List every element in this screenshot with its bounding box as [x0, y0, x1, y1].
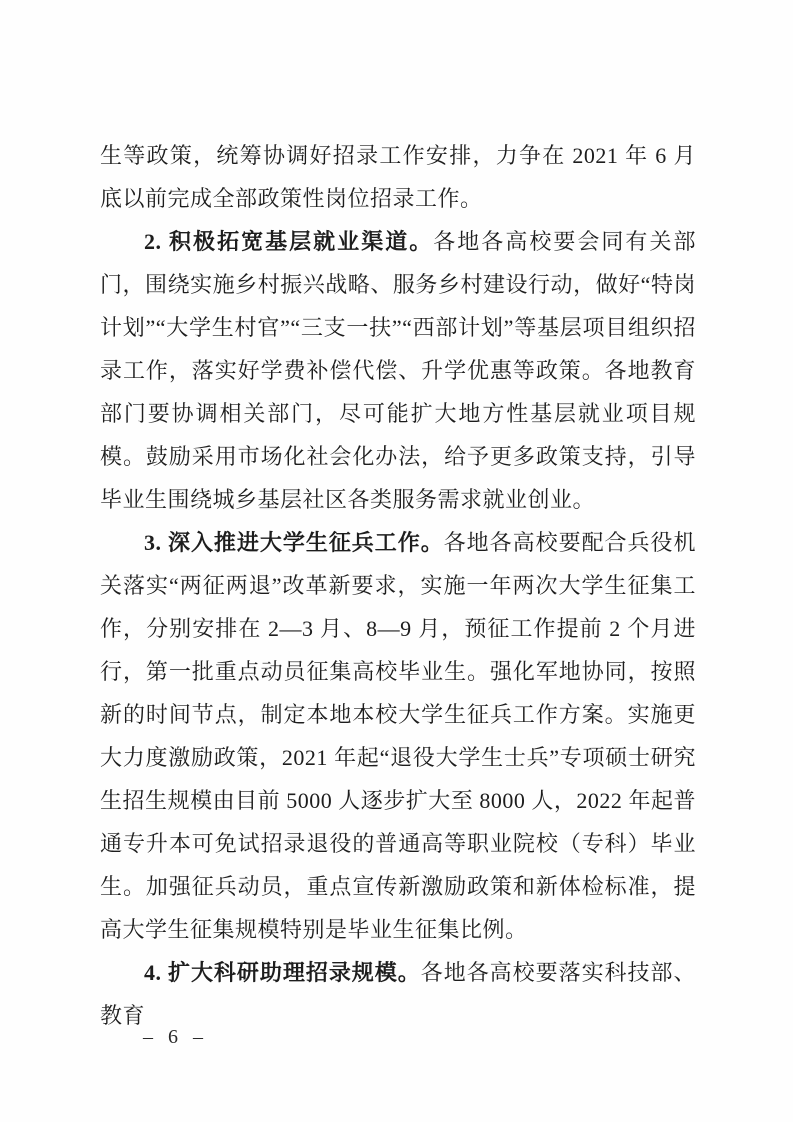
paragraph-item-2	[100, 220, 696, 521]
paragraph-continuation	[100, 134, 696, 220]
item-2-heading: 2. 积极拓宽基层就业渠道。	[144, 229, 434, 254]
item-4-heading: 4. 扩大科研助理招录规模。	[144, 960, 421, 985]
paragraph-item-4	[100, 951, 696, 1037]
page-number: – 6 –	[143, 1026, 208, 1048]
paragraph-item-3	[100, 521, 696, 951]
item-3-text: 各地各高校要配合兵役机关落实“两征两退”改革新要求，实施一年两次大学生征集工作，分别安排在 2—3 月、8—9 月，预征工作提前 2 个月进行，第一批重点动员征集高校毕业生。强化军地协同，按照新的时间节点，制定本地本校大学生征兵工作方案。实施更大力度激励政策，2021 年起“退役大学生士兵”专项硕士研究生招生规模由目前 5000 人逐步扩大至 8000 人，2022 年起普通专升本可免试招录退役的普通高等职业院校（专科）毕业生。加强征兵动员，重点宣传新激励政策和新体检标准，提高大学生征集规模特别是毕业生征集比例。	[100, 530, 696, 942]
document-body	[100, 134, 696, 1037]
item-3-heading: 3. 深入推进大学生征兵工作。	[144, 530, 444, 555]
item-4-text: 各地各高校要落实科技部、教育	[100, 960, 696, 1028]
paragraph-text: 生等政策，统筹协调好招录工作安排，力争在 2021 年 6 月底以前完成全部政策性岗位招录工作。	[100, 143, 696, 211]
item-2-text: 各地各高校要会同有关部门，围绕实施乡村振兴战略、服务乡村建设行动，做好“特岗计划”“大学生村官”“三支一扶”“西部计划”等基层项目组织招录工作，落实好学费补偿代偿、升学优惠等政策。各地教育部门要协调相关部门，尽可能扩大地方性基层就业项目规模。鼓励采用市场化社会化办法，给予更多政策支持，引导毕业生围绕城乡基层社区各类服务需求就业创业。	[100, 229, 696, 512]
